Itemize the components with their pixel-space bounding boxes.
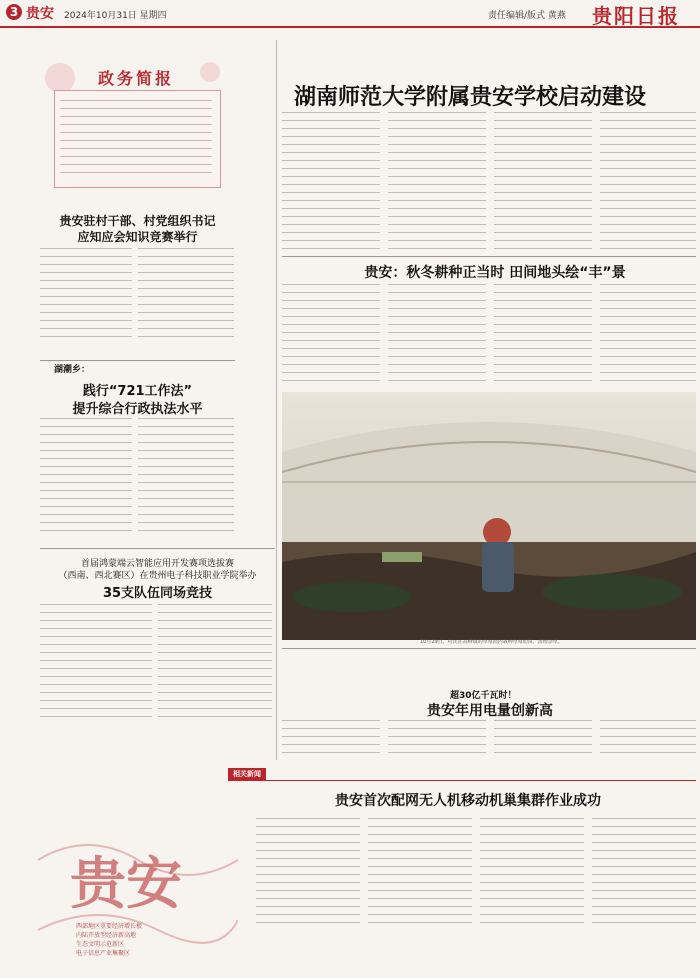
- drone-col-3: [480, 818, 584, 924]
- related-news-label: 相关新闻: [228, 768, 266, 780]
- brief-title: 政务简报: [98, 69, 175, 88]
- column-divider: [276, 40, 277, 760]
- photo-caption: 10月29日，村民在高峰镇的草莓园内栽种草莓幼苗，清理杂草。: [420, 639, 563, 645]
- drone-col-1: [256, 818, 360, 924]
- section-name: 贵安: [26, 6, 54, 22]
- decorative-big-char: 贵安: [70, 851, 182, 917]
- article-1-title-2: 应知应会知识竞赛举行: [77, 230, 198, 244]
- slogan: [76, 922, 142, 958]
- main-article-col-1: [282, 112, 380, 252]
- farming-headline: 贵安：秋冬耕种正当时 田间地头绘“丰”景: [364, 265, 626, 281]
- drone-col-2: [368, 818, 472, 924]
- article-1-text-left: [40, 248, 132, 344]
- drone-col-4: [592, 818, 696, 924]
- article-1-title-1: 贵安驻村干部、村党组织书记: [59, 214, 216, 228]
- drone-headline: 贵安首次配网无人机移动机巢集群作业成功: [335, 793, 601, 809]
- electricity-col-4: [600, 720, 696, 760]
- page-number: 3: [6, 4, 22, 20]
- article-1-text-right: [138, 248, 234, 344]
- article-3-title-1: 首届鸿蒙端云智能应用开发赛项选拔赛: [80, 559, 234, 569]
- divider: [282, 648, 696, 649]
- article-3-title-2: （西南、西北赛区）在贵州电子科技职业学院举办: [58, 571, 257, 581]
- divider: [282, 256, 696, 257]
- slogan-line: 生态文明示范新区: [76, 941, 125, 948]
- divider: [228, 780, 696, 781]
- main-headline: 湖南师范大学附属贵安学校启动建设: [293, 85, 646, 110]
- article-3-title-3: 35支队伍同场竞技: [102, 586, 213, 601]
- main-article-col-3: [494, 112, 592, 252]
- article-3-text-left: [40, 604, 152, 720]
- article-2-title-1: 践行“721工作法”: [82, 384, 193, 399]
- electricity-headline: 贵安年用电量创新高: [427, 703, 553, 719]
- article-2-text-right: [138, 418, 234, 536]
- electricity-col-3: [494, 720, 592, 760]
- page-header: [0, 0, 700, 28]
- electricity-col-1: [282, 720, 380, 760]
- farming-col-4: [600, 284, 696, 388]
- slogan-line: 内陆开放型经济新高地: [76, 932, 137, 939]
- editor-credit: 责任编辑/版式 黄燕: [488, 11, 566, 21]
- farming-col-3: [494, 284, 592, 388]
- divider: [40, 548, 275, 549]
- electricity-col-2: [388, 720, 486, 760]
- slogan-line: 西部地区重要经济增长极: [76, 923, 143, 930]
- divider: [40, 360, 235, 361]
- farming-col-1: [282, 284, 380, 388]
- article-3-text-right: [158, 604, 272, 720]
- newspaper-logo: 贵阳日报: [592, 4, 680, 28]
- farm-photo: [282, 392, 696, 640]
- main-article-col-4: [600, 112, 696, 252]
- article-2-text-left: [40, 418, 132, 536]
- brief-text: [60, 100, 212, 178]
- electricity-kicker: 超30亿千瓦时！: [450, 691, 517, 701]
- farming-col-2: [388, 284, 486, 388]
- slogan-line: 电子信息产业集聚区: [76, 950, 131, 957]
- article-2-title-2: 提升综合行政执法水平: [72, 402, 203, 417]
- article-2-kicker: 湖潮乡：: [54, 365, 91, 375]
- main-article-col-2: [388, 112, 486, 252]
- issue-date: 2024年10月31日 星期四: [64, 11, 167, 21]
